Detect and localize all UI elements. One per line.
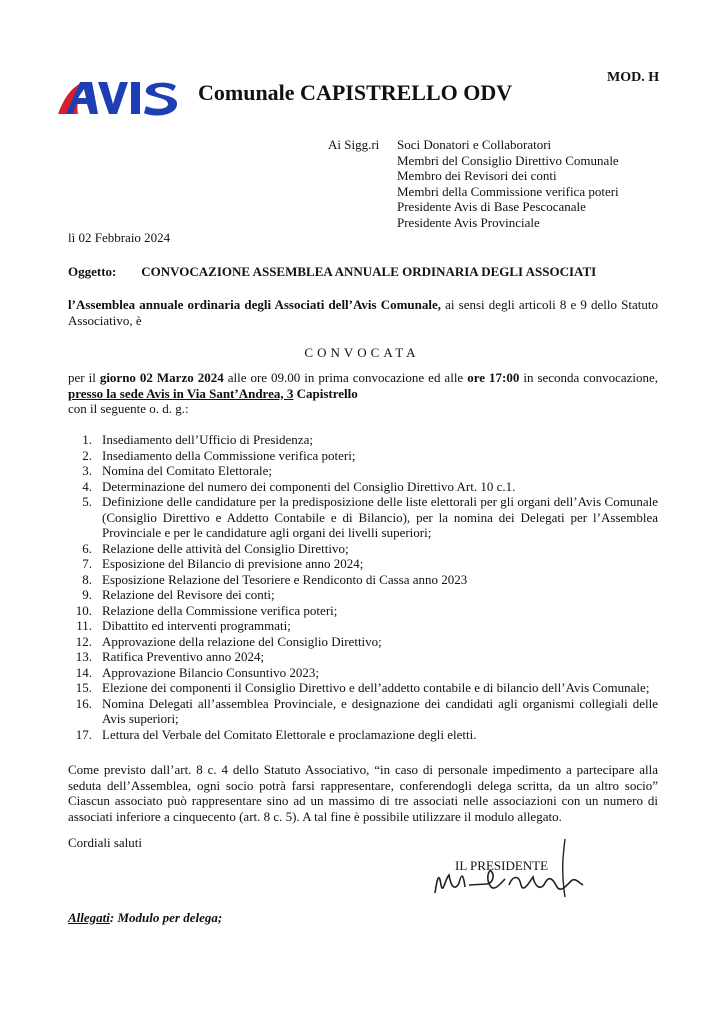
agenda-item-text: Ratifica Preventivo anno 2024; — [102, 649, 265, 664]
agenda-item-text: Esposizione del Bilancio di previsione anno 2024; — [102, 556, 364, 571]
agenda-item — [68, 727, 658, 743]
subject-label: Oggetto: — [68, 264, 117, 279]
agenda-item — [68, 479, 658, 495]
agenda-item — [68, 603, 658, 619]
agenda-item-text: Dibattito ed interventi programmati; — [102, 618, 291, 633]
agenda-item — [68, 649, 658, 665]
agenda-item-number: 5. — [82, 494, 92, 509]
agenda-item-number: 8. — [82, 571, 92, 587]
agenda-intro: con il seguente o. d. g.: — [68, 401, 189, 416]
addressee: Membro dei Revisori dei conti — [397, 168, 557, 183]
addressees-label: Ai Sigg.ri — [328, 137, 380, 152]
attachments-label: Allegati — [68, 910, 110, 925]
agenda-item-text: Insediamento dell’Ufficio di Presidenza; — [102, 432, 313, 447]
agenda-item — [68, 680, 658, 696]
convocation-text: alle ore 09.00 in prima convocazione ed alle — [223, 370, 468, 385]
agenda-item-text: Lettura del Verbale del Comitato Elettorale e proclamazione degli eletti. — [102, 726, 477, 742]
agenda-item-number: 3. — [82, 463, 92, 478]
agenda-item-number: 2. — [82, 447, 92, 463]
agenda-item — [68, 463, 658, 479]
avis-logo — [56, 78, 180, 118]
document-title: Comunale CAPISTRELLO ODV — [198, 80, 513, 105]
attachments-text: : Modulo per delega; — [109, 910, 223, 925]
agenda-item-number: 7. — [82, 556, 92, 571]
subject-line — [68, 264, 596, 280]
agenda-item — [68, 665, 658, 681]
agenda-item-text: Approvazione della relazione del Consiglio Direttivo; — [102, 633, 382, 649]
meeting-time: ore 17:00 — [467, 370, 520, 385]
agenda-item-number: 16. — [75, 695, 92, 711]
agenda-item-number: 6. — [82, 540, 92, 556]
greeting: Cordiali saluti — [68, 835, 143, 850]
convocation-paragraph — [68, 370, 658, 417]
agenda-item — [68, 448, 658, 464]
agenda-item-text: Relazione della Commissione verifica poteri; — [102, 602, 338, 618]
attachments — [68, 910, 222, 926]
agenda-item — [68, 432, 658, 448]
subject-text: CONVOCAZIONE ASSEMBLEA ANNUALE ORDINARIA DEGLI ASSOCIATI — [141, 264, 597, 279]
agenda-item-number: 11. — [76, 618, 92, 633]
signatory-title: IL PRESIDENTE — [455, 858, 549, 873]
agenda-item — [68, 541, 658, 557]
agenda-item-number: 13. — [75, 649, 92, 664]
addressee: Presidente Avis di Base Pescocanale — [397, 199, 586, 214]
addressee: Membri della Commissione verifica poteri — [397, 183, 619, 199]
meeting-date: giorno 02 Marzo 2024 — [99, 370, 224, 385]
intro-rest: ai sensi degli articoli 8 e 9 dello Statuto Associativo, è — [68, 297, 658, 328]
agenda-item-number: 10. — [75, 602, 92, 618]
addressee: Soci Donatori e Collaboratori — [397, 137, 552, 152]
agenda-item-text: Nomina Delegati all’assemblea Provinciale, e designazione dei candidati agli organismi collegiali delle Avis superiori; — [102, 695, 658, 726]
meeting-venue: presso la sede Avis in Via Sant’Andrea, 3 — [68, 385, 294, 401]
convocation-text: in seconda convocazione, — [519, 370, 659, 385]
agenda-item-text: Nomina del Comitato Elettorale; — [102, 463, 273, 478]
agenda-item-text: Esposizione Relazione del Tesoriere e Rendiconto di Cassa anno 2023 — [102, 571, 468, 587]
agenda-item-number: 1. — [82, 432, 92, 447]
agenda-item-text: Definizione delle candidature per la predisposizione delle liste elettorali per gli organi dell’Avis Comunale (Consiglio Direttivo e Addetto Contabile e di Bilancio), per la nomina dei Delegati per l’Assemblea Provinciale e per le candidature agli organi dei livelli superiori; — [102, 494, 658, 540]
agenda-item-number: 4. — [82, 478, 92, 494]
addressees-list — [397, 137, 619, 230]
meeting-town: Capistrello — [293, 385, 358, 401]
agenda-item — [68, 494, 658, 541]
agenda-item — [68, 572, 658, 588]
agenda-item-text: Relazione del Revisore dei conti; — [102, 587, 275, 602]
letter-date: lì 02 Febbraio 2024 — [68, 230, 171, 245]
agenda-item — [68, 618, 658, 634]
agenda-item-text: Approvazione Bilancio Consuntivo 2023; — [102, 664, 320, 680]
agenda-item-number: 12. — [75, 633, 92, 649]
agenda-item — [68, 587, 658, 603]
addressee: Membri del Consiglio Direttivo Comunale — [397, 152, 619, 168]
agenda-item-text: Determinazione del numero dei componenti del Consiglio Direttivo Art. 10 c.1. — [102, 478, 516, 494]
agenda-item — [68, 556, 658, 572]
intro-bold: l’Assemblea annuale ordinaria degli Associati dell’Avis Comunale, — [68, 297, 442, 312]
intro-paragraph — [68, 297, 658, 328]
agenda-list — [68, 432, 658, 742]
agenda-item-number: 14. — [75, 664, 92, 680]
agenda-item-text: Elezione dei componenti il Consiglio Direttivo e dell’addetto contabile e di bilancio dell’Avis Comunale; — [102, 680, 650, 695]
agenda-item-text: Insediamento della Commissione verifica poteri; — [102, 447, 356, 463]
model-code: MOD. H — [607, 70, 660, 85]
agenda-item-text: Relazione delle attività del Consiglio Direttivo; — [102, 540, 349, 556]
agenda-item-number: 17. — [75, 726, 92, 742]
agenda-item-number: 15. — [75, 680, 92, 695]
agenda-item — [68, 696, 658, 727]
agenda-item-number: 9. — [82, 587, 92, 602]
convocata-heading: CONVOCATA — [304, 345, 420, 360]
addressee: Presidente Avis Provinciale — [397, 214, 540, 230]
closing-paragraph: Come previsto dall’art. 8 c. 4 dello Statuto Associativo, “in caso di personale impedimento a partecipare alla seduta dell’Assemblea, ogni socio potrà farsi rappresentare, conferendogli delega scritta, da un altro socio” Ciascun associato può rappresentare sino ad un massimo di tre associati nelle associazioni con un numero di associati inferiore a cinquecento (art. 8 c. 5). A tal fine è possibile utilizzare il modulo allegato. — [68, 762, 658, 824]
agenda-item — [68, 634, 658, 650]
convocation-text: per il — [68, 370, 100, 385]
